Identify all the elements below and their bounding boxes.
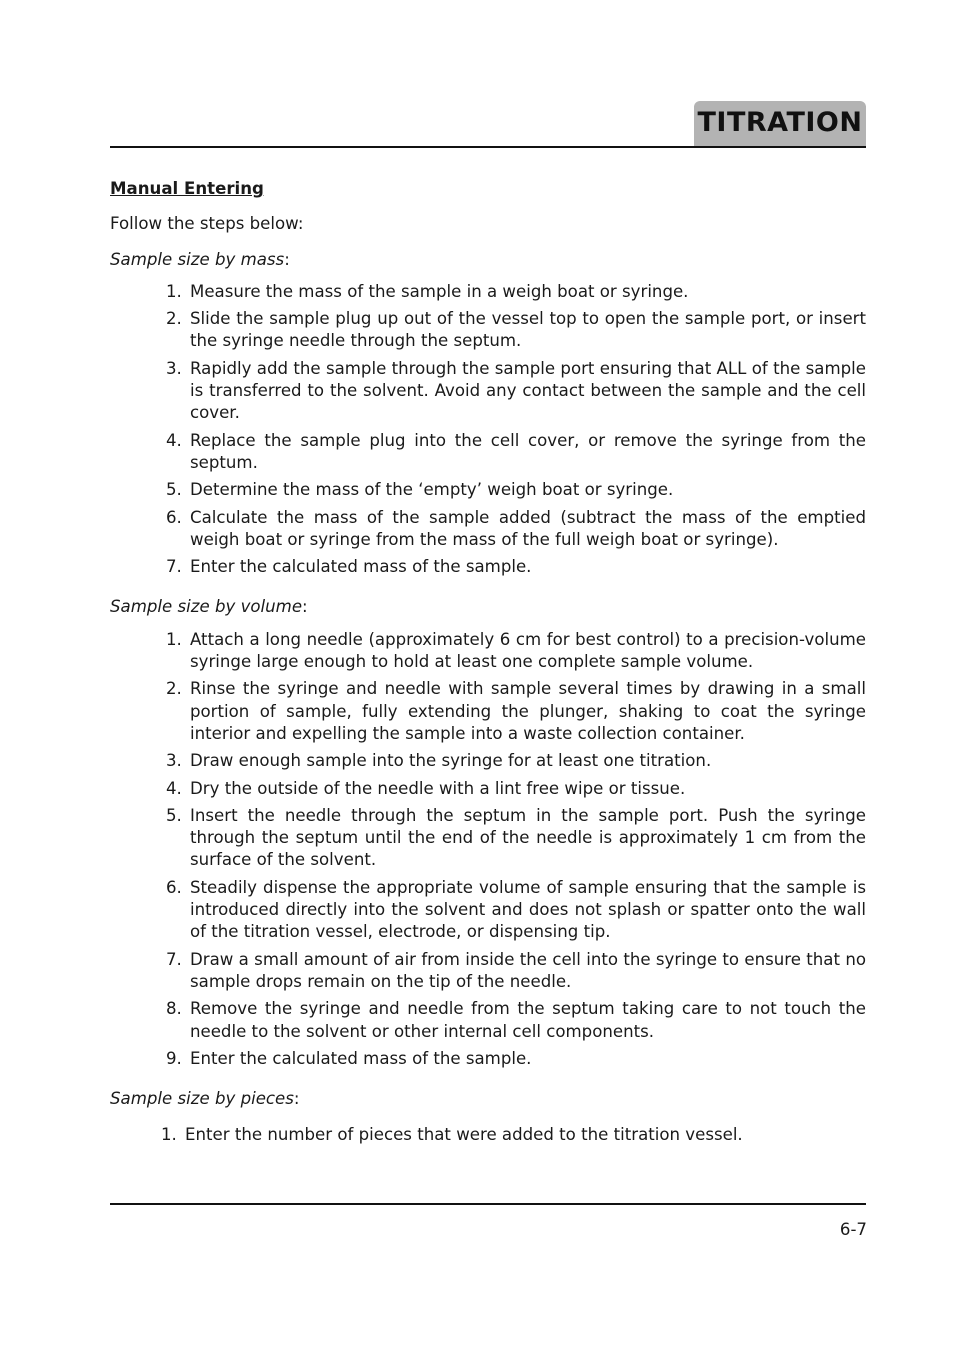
volume-heading: Sample size by volume: (110, 597, 308, 617)
list-item: 3. Rapidly add the sample through the sample port ensuring that ALL of the sample is transferred to the solvent. Avoid any contact between the sample and the cell cover. (166, 358, 866, 423)
footer-rule (110, 1203, 866, 1205)
pieces-steps (110, 1124, 866, 1146)
list-item: 6. Steadily dispense the appropriate volume of sample ensuring that the sample is introduced directly into the solvent and does not splash or spatter onto the wall of the titration vessel, electrode, or dispensing tip. (166, 877, 866, 942)
list-item: 9. Enter the calculated mass of the sample. (166, 1048, 532, 1068)
pieces-heading: Sample size by pieces: (110, 1089, 300, 1109)
intro-text: Follow the steps below: (110, 214, 304, 234)
page-number: 6-7 (839, 1220, 867, 1239)
list-item: 4. Dry the outside of the needle with a lint free wipe or tissue. (166, 778, 686, 798)
list-item: 3. Draw enough sample into the syringe for at least one titration. (166, 751, 712, 771)
list-item: 1. Attach a long needle (approximately 6 cm for best control) to a precision-volume syringe large enough to hold at least one complete sample volume. (166, 629, 866, 672)
section-title: Manual Entering (110, 179, 264, 198)
mass-steps (110, 281, 866, 579)
list-item: 5. Determine the mass of the ‘empty’ weigh boat or syringe. (166, 480, 674, 500)
list-item: 4. Replace the sample plug into the cell cover, or remove the syringe from the septum. (166, 430, 866, 472)
list-item: 8. Remove the syringe and needle from the septum taking care to not touch the needle to the solvent or other internal cell components. (166, 999, 866, 1041)
list-item: 2. Slide the sample plug up out of the vessel top to open the sample port, or insert the syringe needle through the septum. (166, 309, 866, 351)
mass-heading: Sample size by mass: (110, 249, 290, 269)
list-item: 7. Enter the calculated mass of the sample. (166, 557, 532, 577)
volume-steps (110, 629, 866, 1070)
list-item: 5. Insert the needle through the septum in the sample port. Push the syringe through the septum until the end of the needle is approximately 1 cm from the surface of the solvent. (166, 805, 866, 870)
list-item: 1. Enter the number of pieces that were added to the titration vessel. (161, 1125, 743, 1145)
list-item: 1. Measure the mass of the sample in a weigh boat or syringe. (166, 281, 689, 301)
chapter-badge (694, 101, 866, 147)
list-item: 6. Calculate the mass of the sample added (subtract the mass of the emptied weigh boat or syringe from the mass of the full weigh boat or syringe). (166, 507, 866, 549)
list-item: 7. Draw a small amount of air from inside the cell into the syringe to ensure that no sample drops remain on the tip of the needle. (166, 949, 866, 991)
list-item: 2. Rinse the syringe and needle with sample several times by drawing in a small portion of sample, fully extending the plunger, shaking to coat the syringe interior and expelling the sample into a waste collection container. (166, 679, 866, 743)
header-rule (110, 146, 866, 148)
chapter-title: TITRATION (697, 107, 863, 138)
page-content (110, 178, 866, 1152)
